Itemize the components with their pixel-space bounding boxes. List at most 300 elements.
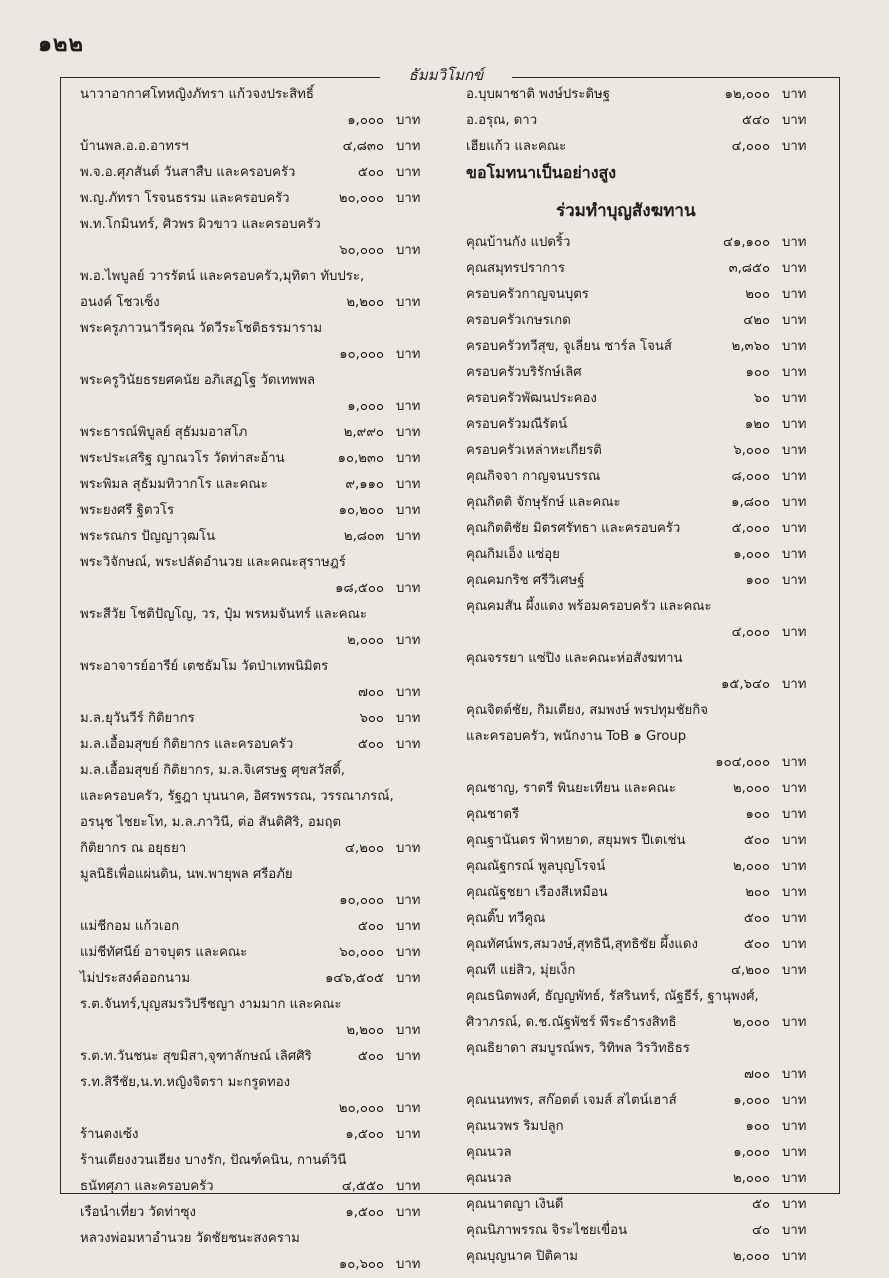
currency-unit: บาท: [782, 495, 807, 510]
donor-line: [466, 1192, 826, 1218]
donor-line: [80, 602, 440, 628]
donor-line: [80, 524, 440, 550]
currency-unit: บาท: [782, 1249, 807, 1264]
currency-unit: บาท: [396, 425, 421, 440]
donor-name: ร.ต.จันทร์,บุญสมรวิปรีชญา งามมาก และคณะ: [80, 997, 342, 1012]
donor-name: พระประเสริฐ ญาณวโร วัดท่าสะอ้าน: [80, 451, 285, 466]
donor-name: คุณนวล: [466, 1145, 512, 1160]
donation-amount: ๑,๐๐๐: [733, 1145, 770, 1160]
currency-unit: บาท: [782, 1223, 807, 1238]
donor-line: [466, 438, 826, 464]
currency-unit: บาท: [396, 1205, 421, 1220]
donor-name: พระอาจารย์อารีย์ เตชธัมโม วัดป่าเทพนิมิตร: [80, 659, 329, 674]
currency-unit: บาท: [782, 417, 807, 432]
donation-amount: ๑๐๐: [745, 365, 770, 380]
currency-unit: บาท: [396, 633, 421, 648]
donor-line: [466, 1166, 826, 1192]
donation-amount: ๕๐๐: [743, 937, 770, 952]
donation-amount: ๔๒๐: [743, 313, 770, 328]
donation-amount: ๑๐๔,๐๐๐: [715, 755, 770, 770]
currency-unit: บาท: [396, 1049, 421, 1064]
donor-line: [466, 1036, 826, 1062]
donor-line: [80, 368, 440, 394]
currency-unit: บาท: [782, 391, 807, 406]
donation-amount: ๑๘,๕๐๐: [335, 581, 384, 596]
currency-unit: บาท: [396, 711, 421, 726]
right-column: [466, 82, 826, 1270]
donor-line: [80, 1018, 440, 1044]
donor-line: [80, 394, 440, 420]
donor-line: [80, 212, 440, 238]
donor-name: ร้านเตียงงวนเฮียง บางรัก, ปัณฑ์คนิน, กานต์วินี: [80, 1153, 347, 1168]
currency-unit: บาท: [782, 859, 807, 874]
currency-unit: บาท: [782, 1119, 807, 1134]
currency-unit: บาท: [782, 833, 807, 848]
donor-name: คุณนิภาพรรณ จิระไชยเขื่อน: [466, 1223, 628, 1238]
donor-line: [80, 654, 440, 680]
donation-amount: ๒,๒๐๐: [346, 1023, 384, 1038]
donation-amount: ๕๐๐: [357, 1049, 384, 1064]
donation-amount: ๑,๐๐๐: [347, 399, 384, 414]
donation-amount: ๑,๐๐๐: [733, 547, 770, 562]
donor-line: [80, 1174, 440, 1200]
currency-unit: บาท: [396, 737, 421, 752]
donation-amount: ๕๔๐: [741, 113, 770, 128]
currency-unit: บาท: [782, 1093, 807, 1108]
donor-name: ครอบครัวทวีสุข, จูเลี่ยน ชาร์ล โจนส์: [466, 339, 672, 354]
donor-line: [80, 316, 440, 342]
currency-unit: บาท: [782, 1015, 807, 1030]
donor-line: [466, 108, 826, 134]
donor-line: [80, 498, 440, 524]
currency-unit: บาท: [396, 347, 421, 362]
currency-unit: บาท: [782, 287, 807, 302]
donation-amount: ๕๐: [751, 1197, 770, 1212]
donation-amount: ๖๐,๐๐๐: [339, 945, 384, 960]
donor-name: นาวาอากาศโทหญิงภัทรา แก้วจงประสิทธิ์: [80, 87, 314, 102]
currency-unit: บาท: [396, 399, 421, 414]
donor-line: [80, 134, 440, 160]
donor-line: [80, 472, 440, 498]
page-number: ๑๒๒: [38, 32, 84, 57]
currency-unit: บาท: [396, 945, 421, 960]
currency-unit: บาท: [782, 469, 807, 484]
donor-line: [466, 464, 826, 490]
donor-name: คุณจรรยา แซ่ปิง และคณะห่อสังฆทาน: [466, 651, 683, 666]
currency-unit: บาท: [782, 1067, 807, 1082]
donor-line: [80, 836, 440, 862]
currency-unit: บาท: [782, 139, 807, 154]
donor-line: [80, 810, 440, 836]
donor-name: แม่ชีทัศนีย์ อาจบุตร และคณะ: [80, 945, 248, 960]
donor-name: พระครูวินัยธรยศคนัย อภิเสฏโฐ วัดเทพพล: [80, 373, 316, 388]
donor-name: เรือนำเที่ยว วัดท่าซุง: [80, 1205, 196, 1220]
donation-amount: ๑,๐๐๐: [733, 1093, 770, 1108]
donor-name: คุณติ๊บ ทวีคูณ: [466, 911, 546, 926]
donor-line: [466, 854, 826, 880]
donor-line: [466, 568, 826, 594]
donor-line: [80, 160, 440, 186]
donor-name: และครอบครัว, พนักงาน ToB ๑ Group: [466, 729, 687, 744]
donation-amount: ๕๐๐: [743, 911, 770, 926]
donor-line: [466, 490, 826, 516]
donation-amount: ๔๐: [751, 1223, 770, 1238]
donation-amount: ๒,๐๐๐: [732, 781, 770, 796]
donor-line: [80, 680, 440, 706]
donor-line: [80, 758, 440, 784]
donor-name: คุณกิมเอ็ง แซ่อุย: [466, 547, 560, 562]
donor-line: [80, 1070, 440, 1096]
donation-amount: ๑๒๐: [744, 417, 770, 432]
donation-amount: ๒๐,๐๐๐: [338, 191, 384, 206]
currency-unit: บาท: [396, 113, 421, 128]
donor-line: [466, 698, 826, 724]
donor-name: คุณนวล: [466, 1171, 512, 1186]
currency-unit: บาท: [782, 521, 807, 536]
donor-name: คุณจิตต์ชัย, กิมเตียง, สมพงษ์ พรปทุมชัยกิจ: [466, 703, 708, 718]
donor-name: อ.อรุณ, ดาว: [466, 113, 538, 128]
donor-line: [80, 238, 440, 264]
currency-unit: บาท: [782, 443, 807, 458]
donor-name: คุณฐานันดร ฟ้าหยาด, สยุมพร ปีเตเช่น: [466, 833, 686, 848]
donation-amount: ๒,๐๐๐: [732, 859, 770, 874]
donor-name: คุณณัฐกรณ์ พูลบุญโรจน์: [466, 859, 606, 874]
donor-name: ครอบครัวพัฒนประคอง: [466, 391, 597, 406]
donation-amount: ๒,๙๙๐: [343, 425, 384, 440]
donor-line: [80, 108, 440, 134]
donor-name: แม่ชีกอม แก้วเอก: [80, 919, 180, 934]
donor-name: ศิวาภรณ์, ด.ช.ณัฐพัชร์ พีระธำรงสิทธิ: [466, 1015, 677, 1030]
donation-amount: ๑,๘๐๐: [731, 495, 770, 510]
donation-amount: ๔,๐๐๐: [731, 625, 770, 640]
currency-unit: บาท: [396, 581, 421, 596]
donor-line: [466, 1140, 826, 1166]
donor-name: คุณชาญ, ราตรี พินยะเทียน และคณะ: [466, 781, 676, 796]
donation-amount: ๑๐,๒๐๐: [338, 503, 384, 518]
currency-unit: บาท: [396, 295, 421, 310]
donation-amount: ๗๐๐: [357, 685, 384, 700]
donor-line: [466, 1088, 826, 1114]
donor-line: [466, 308, 826, 334]
donation-amount: ๙,๑๑๐: [345, 477, 384, 492]
donation-amount: ๒๐,๐๐๐: [338, 1101, 384, 1116]
currency-unit: บาท: [782, 365, 807, 380]
donor-name: ร้านตงเซ้ง: [80, 1127, 139, 1142]
donor-line: [80, 420, 440, 446]
donor-name: ขอโมทนาเป็นอย่างสูง: [466, 163, 617, 182]
donor-line: [80, 446, 440, 472]
currency-unit: บาท: [396, 919, 421, 934]
currency-unit: บาท: [782, 755, 807, 770]
donor-line: [466, 230, 826, 256]
donor-name: ครอบครัวมณีรัตน์: [466, 417, 568, 432]
donor-name: คุณชาตรี: [466, 807, 520, 822]
donor-line: [466, 334, 826, 360]
donor-line: [466, 1218, 826, 1244]
donor-line: [80, 1200, 440, 1226]
donation-amount: ๑๐,๒๓๐: [337, 451, 384, 466]
donor-line: [80, 1252, 440, 1278]
currency-unit: บาท: [396, 1101, 421, 1116]
donation-amount: ๕๐๐: [357, 737, 384, 752]
section-heading: [466, 186, 826, 230]
currency-unit: บาท: [782, 885, 807, 900]
donor-name: ม.ล.เอื้อมสุขย์ กิติยากร และครอบครัว: [80, 737, 294, 752]
donation-amount: ๒๐๐: [745, 287, 770, 302]
donation-amount: ๖๐,๐๐๐: [339, 243, 384, 258]
donor-name: ร.ต.ท.วันชนะ สุขมิสา,จุฑาลักษณ์ เลิศศิริ: [80, 1049, 312, 1064]
donation-amount: ๓,๘๕๐: [728, 261, 770, 276]
currency-unit: บาท: [396, 139, 421, 154]
donor-line: [466, 776, 826, 802]
donor-name: คุณทัศน์พร,สมวงษ์,สุทธินี,สุทธิชัย ผึ้งแดง: [466, 937, 698, 952]
donor-name: และครอบครัว, รัฐฎา บุนนาค, อิศรพรรณ, วรรณาภรณ์,: [80, 789, 394, 804]
donor-name: คุณสมุทรปราการ: [466, 261, 565, 276]
donor-line: [466, 958, 826, 984]
donation-amount: ๘,๐๐๐: [731, 469, 770, 484]
donor-line: [80, 732, 440, 758]
donor-line: [80, 576, 440, 602]
currency-unit: บาท: [782, 339, 807, 354]
currency-unit: บาท: [782, 547, 807, 562]
thanks-line: [466, 160, 826, 186]
donor-line: [80, 628, 440, 654]
donor-line: [466, 828, 826, 854]
donation-amount: ๒,๓๖๐: [731, 339, 770, 354]
donor-line: [80, 82, 440, 108]
donor-name: คุณธิยาดา สมบูรณ์พร, วิทิพล วิรวิทธิธร: [466, 1041, 690, 1056]
donor-name: ครอบครัวเหล่าหะเกียรติ: [466, 443, 602, 458]
running-header: ธัมมวิโมกข์: [380, 63, 512, 87]
donor-name: พระสีวัย โชติปัญโญ, วร, ปุ๋ม พรหมจันทร์ และคณะ: [80, 607, 367, 622]
donor-line: [466, 1010, 826, 1036]
currency-unit: บาท: [782, 781, 807, 796]
donor-line: [466, 516, 826, 542]
donor-line: [80, 550, 440, 576]
donor-name: คุณนวพร ริมปลูก: [466, 1119, 564, 1134]
currency-unit: บาท: [396, 1127, 421, 1142]
donor-name: คุณธนิตพงศ์, ธัญญพัทธ์, รัสรินทร์, ณัฐธีร์, ฐานุพงศ์,: [466, 989, 759, 1004]
currency-unit: บาท: [782, 235, 807, 250]
donor-line: [466, 672, 826, 698]
currency-unit: บาท: [396, 893, 421, 908]
donor-name: บ้านพล.อ.อ.อาทรฯ: [80, 139, 189, 154]
donor-name: คุณที แย่สิว, มุ่ยเง็ก: [466, 963, 576, 978]
donor-line: [466, 594, 826, 620]
currency-unit: บาท: [782, 1197, 807, 1212]
donor-line: [466, 282, 826, 308]
donor-line: [466, 386, 826, 412]
currency-unit: บาท: [782, 911, 807, 926]
currency-unit: บาท: [396, 477, 421, 492]
donor-line: [80, 888, 440, 914]
donor-name: อนงค์ โชวเซ็ง: [80, 295, 160, 310]
donor-line: [80, 914, 440, 940]
donor-name: ม.ล.ยุวันวีร์ กิติยากร: [80, 711, 195, 726]
donor-line: [80, 342, 440, 368]
donation-amount: ๑๐,๖๐๐: [338, 1257, 384, 1272]
donation-amount: ๑๐๐: [745, 807, 770, 822]
donor-line: [466, 360, 826, 386]
currency-unit: บาท: [782, 313, 807, 328]
donor-line: [466, 880, 826, 906]
currency-unit: บาท: [396, 243, 421, 258]
donation-amount: ๔,๐๐๐: [731, 139, 770, 154]
donor-line: [80, 186, 440, 212]
donation-amount: ๒,๐๐๐: [346, 633, 384, 648]
donor-line: [466, 1244, 826, 1270]
donation-amount: ๑๐๐: [745, 573, 770, 588]
donation-amount: ๕,๐๐๐: [731, 521, 770, 536]
donor-name: ธนัทศุภา และครอบครัว: [80, 1179, 214, 1194]
donation-amount: ๑,๕๐๐: [345, 1127, 384, 1142]
currency-unit: บาท: [396, 841, 421, 856]
donor-name: ม.ล.เอื้อมสุขย์ กิติยากร, ม.ล.จิเศรษฐ ศุขสวัสดิ์,: [80, 763, 345, 778]
donor-name: คุณคมกริช ศรีวิเศษฐ์: [466, 573, 585, 588]
donor-line: [466, 82, 826, 108]
donor-name: พระพิมล สุธัมมทิวากโร และคณะ: [80, 477, 268, 492]
donation-amount: ๔,๒๐๐: [345, 841, 384, 856]
donor-line: [466, 984, 826, 1010]
donor-line: [80, 1096, 440, 1122]
currency-unit: บาท: [782, 261, 807, 276]
donor-name: คุณบ้านกัง แปดริ้ว: [466, 235, 571, 250]
donor-name: พระธารณ์พิบูลย์ สุธัมมอาสโภ: [80, 425, 248, 440]
currency-unit: บาท: [782, 963, 807, 978]
donation-amount: ๕๐๐: [743, 833, 770, 848]
donation-amount: ๑๒,๐๐๐: [724, 87, 770, 102]
donor-line: [80, 940, 440, 966]
donor-name: ไม่ประสงค์ออกนาม: [80, 971, 191, 986]
currency-unit: บาท: [396, 685, 421, 700]
currency-unit: บาท: [396, 503, 421, 518]
donor-line: [466, 646, 826, 672]
left-column: [80, 82, 440, 1278]
donation-amount: ๔๑,๑๐๐: [722, 235, 770, 250]
donor-line: [80, 290, 440, 316]
donation-amount: ๒,๐๐๐: [732, 1249, 770, 1264]
donor-name: ร่วมทำบุญสังฆทาน: [556, 201, 696, 221]
donor-line: [80, 1122, 440, 1148]
donor-line: [80, 1044, 440, 1070]
currency-unit: บาท: [782, 113, 807, 128]
donor-name: คุณกิตติ จักษุรักษ์ และคณะ: [466, 495, 621, 510]
donor-name: พระวิจักษณ์, พระปลัดอำนวย และคณะสุราษฎร์: [80, 555, 346, 570]
currency-unit: บาท: [782, 807, 807, 822]
donor-name: พระครูภาวนาวีรคุณ วัดวีระโชติธรรมาราม: [80, 321, 323, 336]
donor-name: คุณบุญนาค ปิติคาม: [466, 1249, 578, 1264]
donor-name: คุณนนทพร, สก๊อตต์ เจมส์ สไตน์เฮาส์: [466, 1093, 677, 1108]
donation-amount: ๒,๘๐๓: [343, 529, 384, 544]
donation-amount: ๑๐๐: [745, 1119, 770, 1134]
donor-name: กิติยากร ณ อยุธยา: [80, 841, 187, 856]
donor-name: พระรณกร ปัญญาวุฒโน: [80, 529, 216, 544]
donation-amount: ๖,๐๐๐: [733, 443, 770, 458]
donor-name: มูลนิธิเพื่อแผ่นดิน, นพ.พายุพล ศรีอภัย: [80, 867, 293, 882]
donor-name: ครอบครัวเกษรเกด: [466, 313, 571, 328]
currency-unit: บาท: [396, 451, 421, 466]
donor-line: [466, 1114, 826, 1140]
donor-line: [466, 932, 826, 958]
currency-unit: บาท: [396, 529, 421, 544]
currency-unit: บาท: [782, 625, 807, 640]
donor-line: [466, 256, 826, 282]
donor-name: คุณคมสัน ผึ้งแดง พร้อมครอบครัว และคณะ: [466, 599, 712, 614]
donor-line: [466, 906, 826, 932]
donation-amount: ๒,๐๐๐: [732, 1015, 770, 1030]
donor-name: คุณณัฐชยา เรืองสีเหมือน: [466, 885, 608, 900]
donor-name: อรนุช ไชยะโท, ม.ล.ภาวินี, ต่อ สันติศิริ, อมฤต: [80, 815, 342, 830]
donation-amount: ๑๐,๐๐๐: [339, 347, 384, 362]
donor-line: [80, 1226, 440, 1252]
currency-unit: บาท: [396, 1179, 421, 1194]
donation-amount: ๑๕,๖๔๐: [721, 677, 770, 692]
donation-amount: ๔,๒๐๐: [731, 963, 770, 978]
donation-amount: ๔,๕๕๐: [341, 1179, 384, 1194]
currency-unit: บาท: [782, 1145, 807, 1160]
donor-line: [80, 966, 440, 992]
donation-amount: ๔,๘๓๐: [342, 139, 384, 154]
donor-name: พ.ญ.ภัทรา โรจนธรรม และครอบครัว: [80, 191, 290, 206]
currency-unit: บาท: [782, 573, 807, 588]
donor-name: อ.บุบผาชาติ พงษ์ประดิษฐ: [466, 87, 610, 102]
donor-line: [80, 706, 440, 732]
currency-unit: บาท: [782, 1171, 807, 1186]
currency-unit: บาท: [396, 191, 421, 206]
donor-line: [80, 1148, 440, 1174]
donor-line: [80, 264, 440, 290]
donor-name: เฮียแก้ว และคณะ: [466, 139, 567, 154]
donor-name: คุณกิจจา กาญจนบรรณ: [466, 469, 601, 484]
currency-unit: บาท: [782, 87, 807, 102]
currency-unit: บาท: [396, 971, 421, 986]
donation-amount: ๕๐๐: [357, 165, 384, 180]
donor-line: [466, 802, 826, 828]
donor-name: หลวงพ่อมหาอำนวย วัดชัยชนะสงคราม: [80, 1231, 300, 1246]
donation-amount: ๒,๐๐๐: [732, 1171, 770, 1186]
donor-line: [80, 862, 440, 888]
donation-amount: ๖๐๐: [359, 711, 384, 726]
donor-name: ร.ท.สิรีชัย,น.ท.หญิงจิตรา มะกรูดทอง: [80, 1075, 291, 1090]
donor-name: พ.ท.โกมินทร์, ศิวพร ผิวขาว และครอบครัว: [80, 217, 321, 232]
donor-name: พระยงศรี ฐิตวโร: [80, 503, 175, 518]
donor-name: พ.จ.อ.ศุภสันต์ วันสาสืบ และครอบครัว: [80, 165, 296, 180]
currency-unit: บาท: [782, 677, 807, 692]
donation-amount: ๕๐๐: [357, 919, 384, 934]
donor-line: [80, 992, 440, 1018]
donation-amount: ๗๐๐: [743, 1067, 770, 1082]
currency-unit: บาท: [396, 1023, 421, 1038]
donation-amount: ๑,๕๐๐: [345, 1205, 384, 1220]
donation-amount: ๑,๐๐๐: [347, 113, 384, 128]
donation-amount: ๑๔๖,๕๐๕: [325, 971, 384, 986]
donation-amount: ๑๐,๐๐๐: [339, 893, 384, 908]
donor-line: [466, 412, 826, 438]
currency-unit: บาท: [396, 165, 421, 180]
donor-name: คุณนาตญา เงินดี: [466, 1197, 564, 1212]
donor-line: [80, 784, 440, 810]
currency-unit: บาท: [782, 937, 807, 952]
donor-name: พ.อ.ไพบูลย์ วารรัตน์ และครอบครัว,มุทิตา ทับประ,: [80, 269, 365, 284]
donor-line: [466, 750, 826, 776]
donor-line: [466, 1062, 826, 1088]
donation-amount: ๒,๒๐๐: [346, 295, 384, 310]
donor-name: ครอบครัวกาญจนบุตร: [466, 287, 589, 302]
donor-line: [466, 542, 826, 568]
donation-amount: ๒๐๐: [745, 885, 770, 900]
donor-line: [466, 134, 826, 160]
donor-line: [466, 724, 826, 750]
